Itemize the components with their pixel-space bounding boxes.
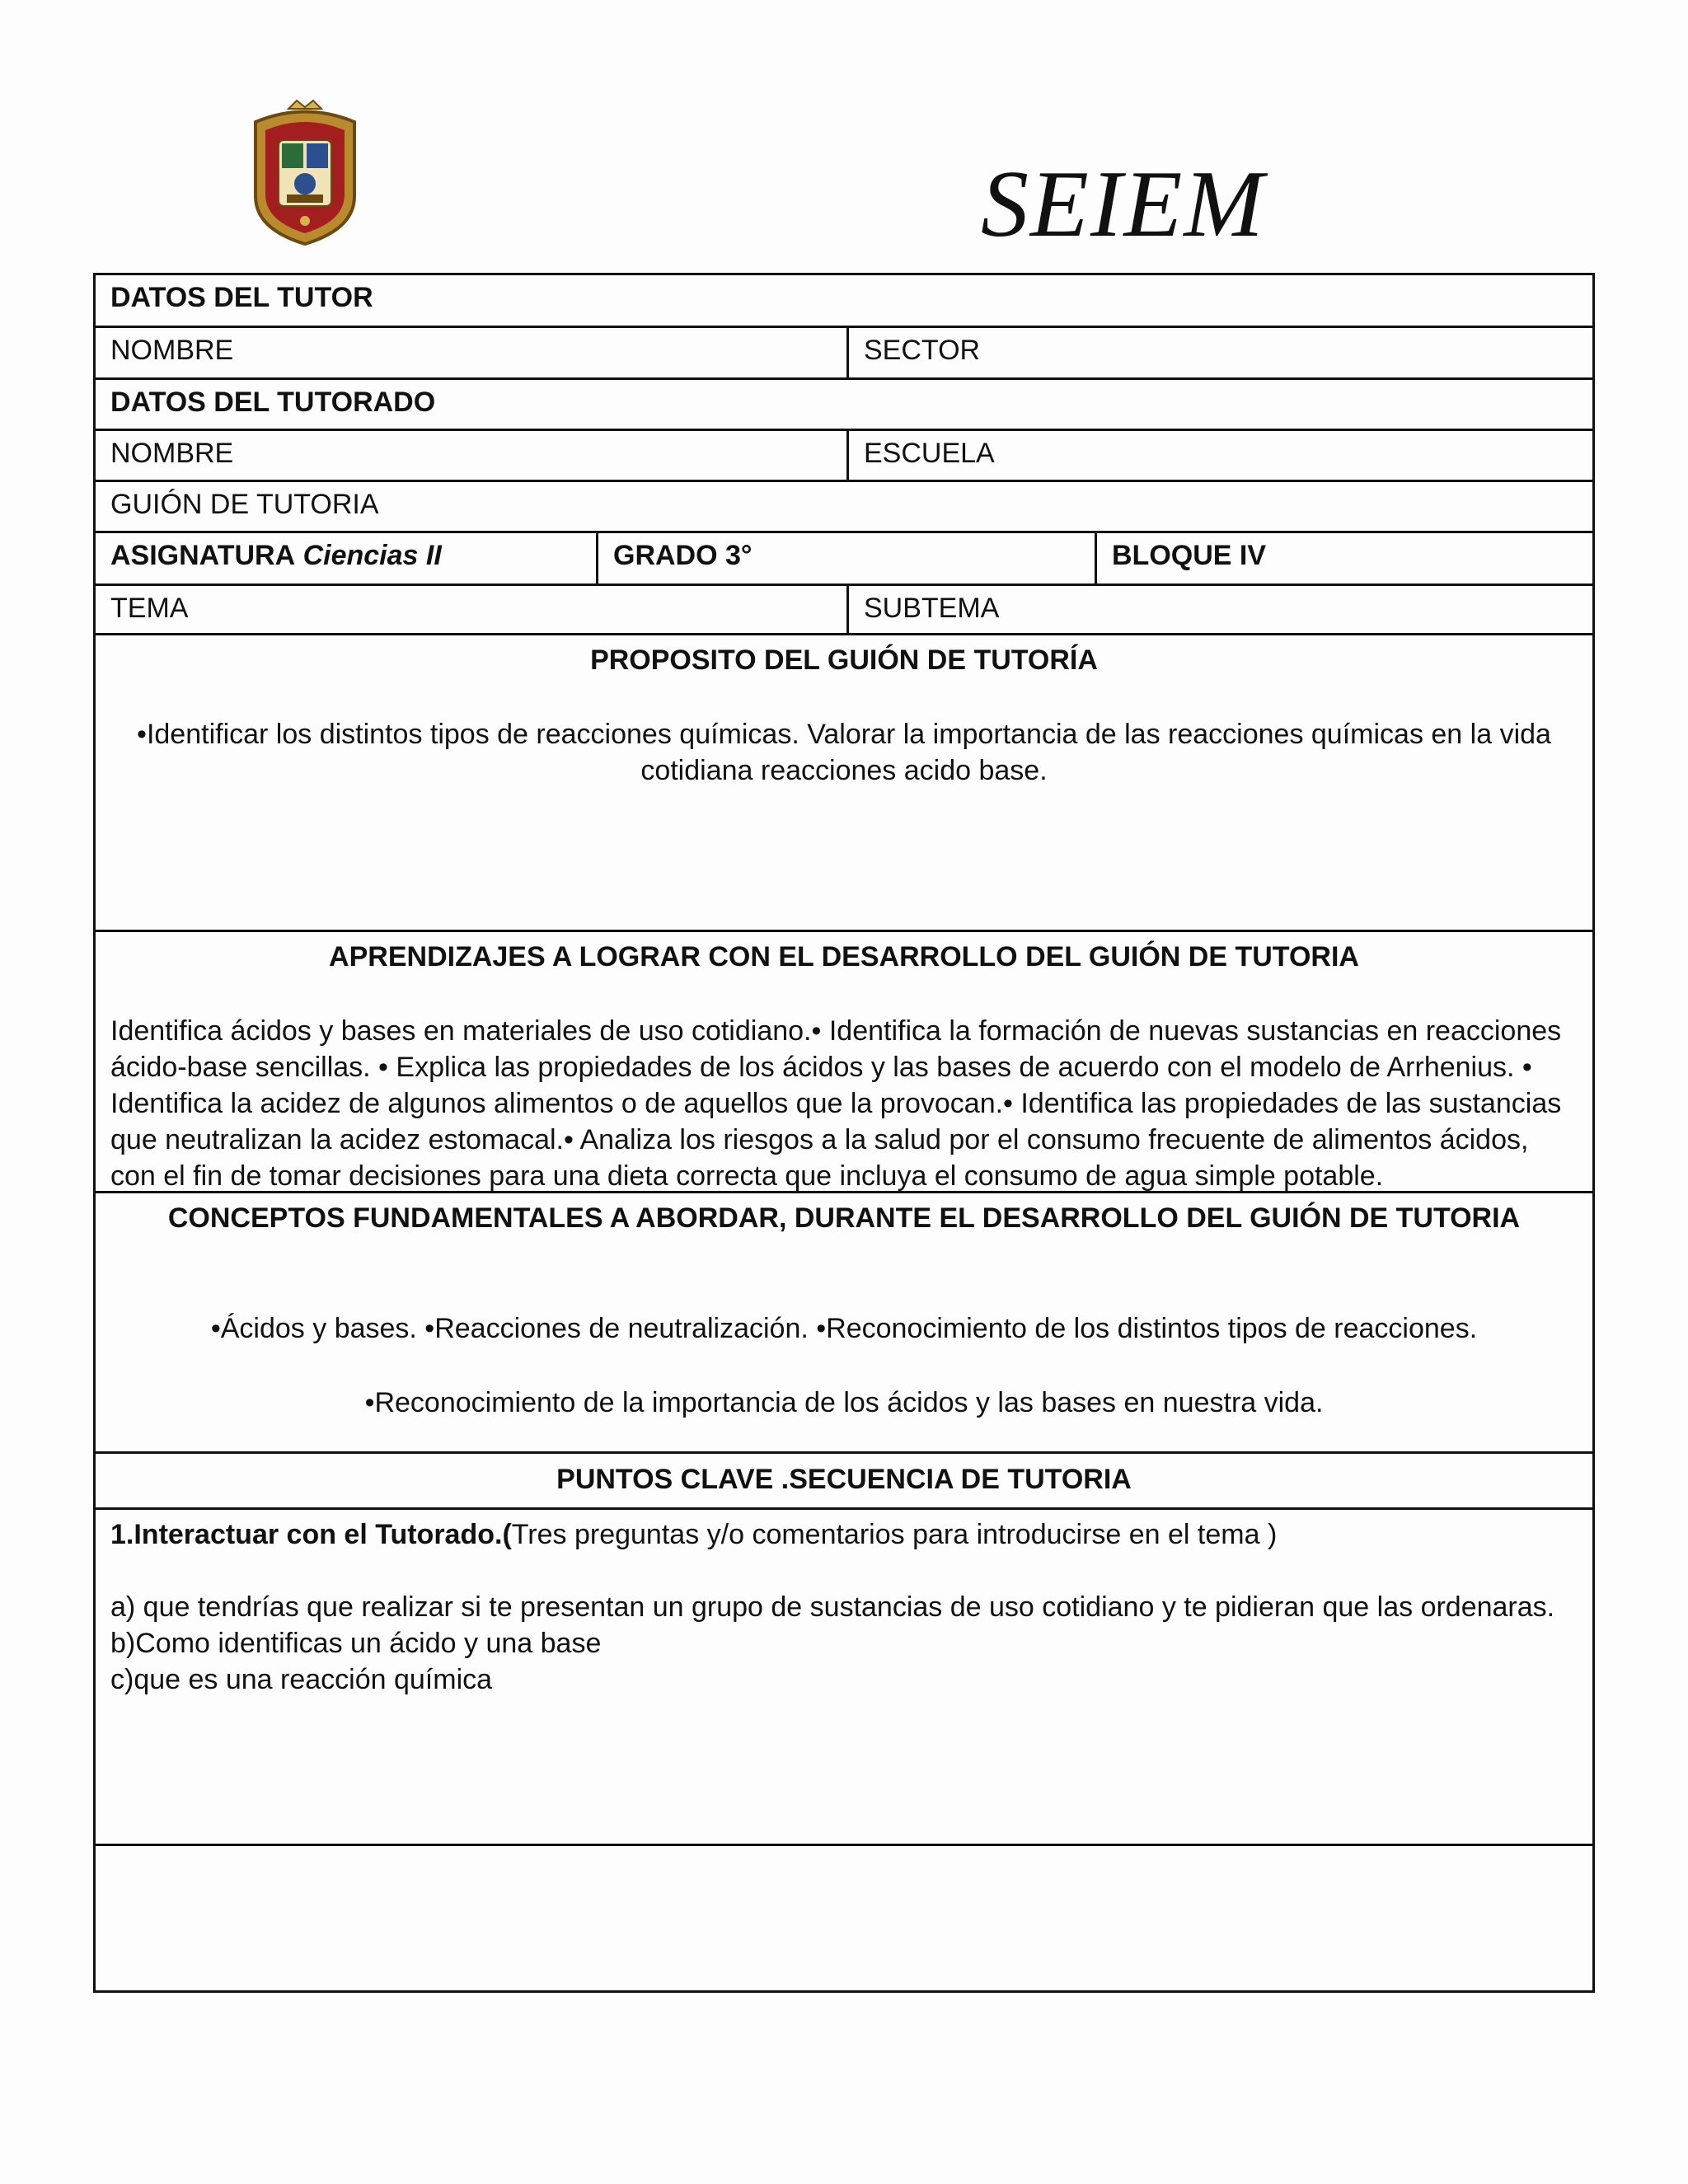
tutoring-form [93, 273, 1595, 1993]
question-b: b)Como identificas un ácido y una base [110, 1628, 602, 1659]
conceptos-section [96, 1193, 1592, 1454]
question-c: c)que es una reacción química [110, 1664, 493, 1695]
aprendizajes-heading: APRENDIZAJES A LOGRAR CON EL DESARROLLO DEL GUIÓN DE TUTORIA [329, 941, 1359, 972]
proposito-heading: PROPOSITO DEL GUIÓN DE TUTORÍA [590, 644, 1098, 676]
conceptos-line-2: •Reconocimiento de la importancia de los ácidos y las bases en nuestra vida. [364, 1387, 1324, 1418]
puntos-clave-heading: PUNTOS CLAVE .SECUENCIA DE TUTORIA [556, 1464, 1132, 1495]
tutor-section-row [96, 275, 1592, 328]
grado-field[interactable]: GRADO 3° [596, 533, 1095, 583]
interaction-step-title: 1.Interactuar con el Tutorado.( [110, 1519, 512, 1550]
tutor-section-title: DATOS DEL TUTOR [110, 282, 373, 313]
aprendizajes-text: Identifica ácidos y bases en materiales de uso cotidiano.• Identifica la formación de nuevas sustancias en reacciones ácido-base sencillas. • Explica las propiedades de los ácidos y las bases de acuerdo con el modelo de Arrhenius. • Identifica la acidez de algunos alimentos o de aquellos que la provocan.• Identifica las propiedades de las sustancias que neutralizan la acidez estomacal.• Analiza los riesgos a la salud por el consumo frecuente de alimentos ácidos, con el fin de tomar decisiones para una dieta correcta que incluya el consumo de agua simple potable. [110, 1015, 1562, 1192]
subject-row [96, 533, 1592, 586]
question-a: a) que tendrías que realizar si te presentan un grupo de sustancias de uso cotidiano y te pidieran que las ordenaras. [110, 1591, 1555, 1623]
asignatura-value: Ciencias II [302, 540, 442, 571]
aprendizajes-section [96, 932, 1592, 1193]
asignatura-label: ASIGNATURA [110, 540, 296, 571]
tema-field[interactable]: TEMA [110, 593, 189, 624]
tutorado-section-row [96, 380, 1592, 431]
puntos-clave-row [96, 1454, 1592, 1510]
proposito-text: •Identificar los distintos tipos de reacciones químicas. Valorar la importancia de las reacciones químicas en la vida cotidiana reacciones acido base. [137, 719, 1551, 786]
interaction-step [110, 1516, 1578, 1553]
proposito-section [96, 635, 1592, 932]
guion-title: GUIÓN DE TUTORIA [110, 489, 379, 520]
interaction-section [96, 1510, 1592, 1846]
tutorado-section-title: DATOS DEL TUTORADO [110, 387, 436, 418]
tutor-sector-field[interactable]: SECTOR [846, 328, 1592, 377]
interaction-step-note: Tres preguntas y/o comentarios para introducirse en el tema ) [511, 1519, 1278, 1550]
tutorado-name-field[interactable]: NOMBRE [110, 438, 234, 469]
blank-notes-row[interactable] [96, 1846, 1592, 1990]
asignatura-field[interactable] [96, 533, 596, 583]
subtema-field[interactable]: SUBTEMA [846, 586, 1592, 633]
guion-title-row [96, 482, 1592, 533]
brand-title: SEIEM [981, 152, 1265, 257]
tutorado-school-field[interactable]: ESCUELA [846, 431, 1592, 480]
tutor-name-field[interactable]: NOMBRE [110, 335, 234, 366]
coat-of-arms-icon [239, 97, 371, 246]
topic-row [96, 586, 1592, 635]
conceptos-line-1: •Ácidos y bases. •Reacciones de neutralización. •Reconocimiento de los distintos tipos de reacciones. [210, 1313, 1478, 1344]
tutorado-fields-row [96, 431, 1592, 482]
tutor-fields-row [96, 328, 1592, 380]
bloque-field[interactable]: BLOQUE IV [1095, 533, 1592, 583]
conceptos-heading: CONCEPTOS FUNDAMENTALES A ABORDAR, DURANTE EL DESARROLLO DEL GUIÓN DE TUTORIA [167, 1202, 1521, 1234]
